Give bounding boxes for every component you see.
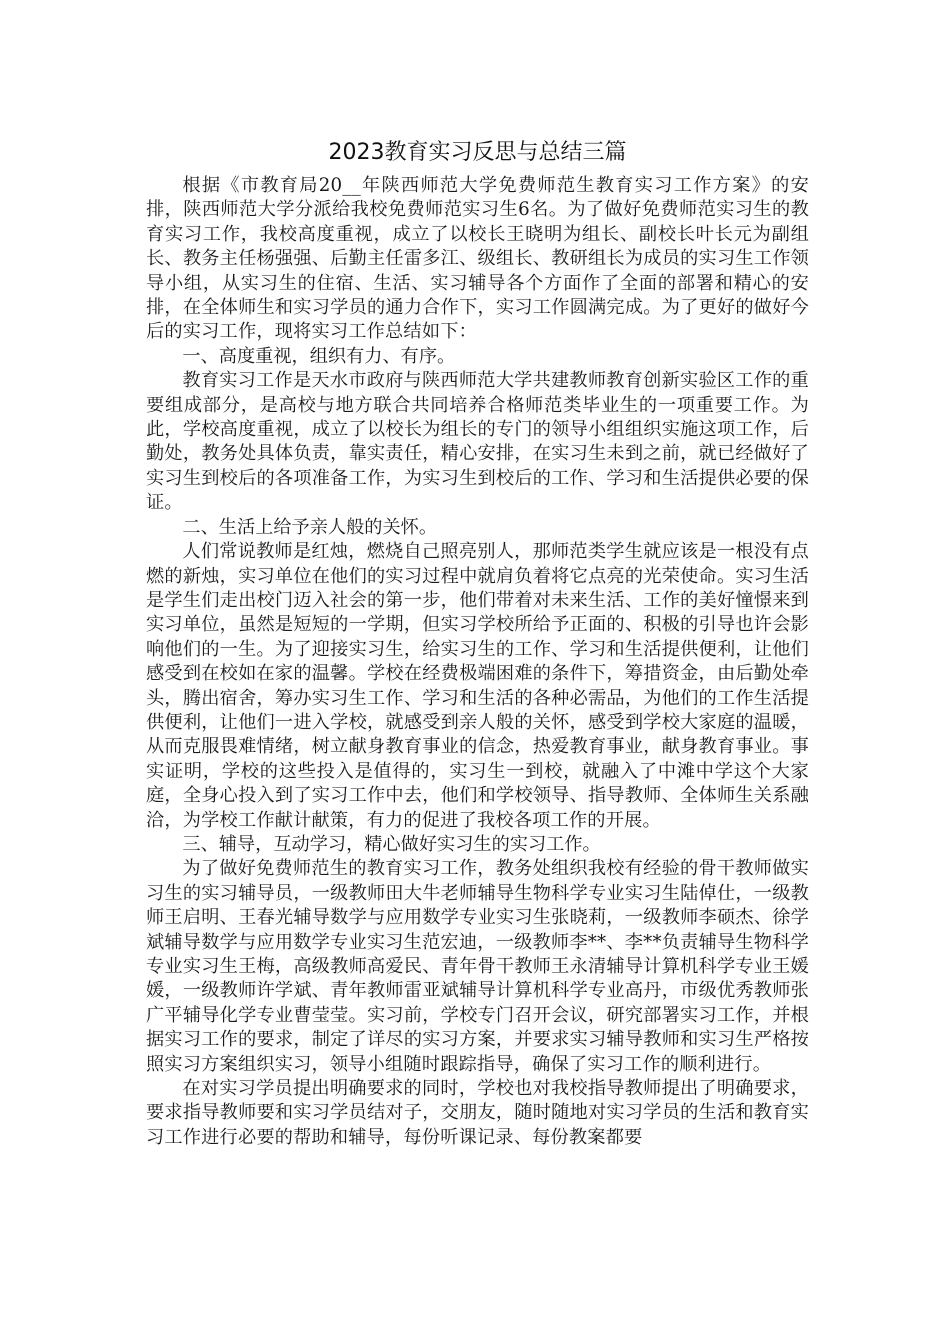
section-heading-2: 二、生活上给予亲人般的关怀。 bbox=[182, 516, 438, 538]
paragraph-intro: 根据《市教育局20__年陕西师范大学免费师范生教育实习工作方案》的安排，陕西师范大学分派给我校免费师范实习生6名。为了做好免费师范实习生的教育实习工作，我校高度重视，成立了以校长王晓明为组长、副校长叶长元为副组长、教务主任杨强强、后勤主任雷多江、级组长、教研组长为成员的实习生工作领导小组，从实习生的住宿、生活、实习辅导各个方面作了全面的部署和精心的安排，在全体师生和实习学员的通力合作下，实习工作圆满完成。为了更好的做好今后的实习工作，现将实习工作总结如下： bbox=[146, 175, 809, 343]
document-title: 2023教育实习反思与总结三篇 bbox=[328, 140, 627, 165]
paragraph-section-3-continued: 在对实习学员提出明确要求的同时，学校也对我校指导教师提出了明确要求，要求指导教师要和实习学员结对子，交朋友，随时随地对实习学员的生活和教育实习工作进行必要的帮助和辅导，每份听课记录、每份教案都要 bbox=[146, 1078, 809, 1148]
paragraph-section-3: 为了做好免费师范生的教育实习工作，教务处组织我校有经验的骨干教师做实习生的实习辅导员，一级教师田大牛老师辅导生物科学专业实习生陆倬仕，一级教师王启明、王春光辅导数学与应用数学专业实习生张晓莉，一级教师李硕杰、徐学斌辅导数学与应用数学专业实习生范宏迪，一级教师李**、李**负责辅导生物科学专业实习生王梅，高级教师高爱民、青年骨干教师王永清辅导计算机科学专业王媛媛，一级教师许学斌、青年教师雷亚斌辅导计算机科学专业高丹，市级优秀教师张广平辅导化学专业曹莹莹。实习前，学校专门召开会议，研究部署实习工作，并根据实习工作的要求，制定了详尽的实习方案，并要求实习辅导教师和实习生严格按照实习方案组织实习，领导小组随时跟踪指导，确保了实习工作的顺利进行。 bbox=[146, 858, 809, 1075]
paragraph-section-1: 教育实习工作是天水市政府与陕西师范大学共建教师教育创新实验区工作的重要组成部分，是高校与地方联合共同培养合格师范类毕业生的一项重要工作。为此，学校高度重视，成立了以校长为组长的专门的领导小组组织实施这项工作，后勤处，教务处具体负责，靠实责任，精心安排，在实习生未到之前，就已经做好了实习生到校后的各项准备工作，为实习生到校后的工作、学习和生活提供必要的保证。 bbox=[146, 370, 809, 514]
paragraph-section-2: 人们常说教师是红烛，燃烧自己照亮别人，那师范类学生就应该是一根没有点燃的新烛，实习单位在他们的实习过程中就肩负着将它点亮的光荣使命。实习生活是学生们走出校门迈入社会的第一步，他们带着对未来生活、工作的美好憧憬来到实习单位，虽然是短短的一学期，但实习学校所给予正面的、积极的引导也许会影响他们的一生。为了迎接实习生，给实习生的工作、学习和生活提供便利，让他们感受到在校如在家的温馨。学校在经费极端困难的条件下，筹措资金，由后勤处牵头，腾出宿舍，筹办实习生工作、学习和生活的各种必需品，为他们的工作生活提供便利，让他们一进入学校，就感受到亲人般的关怀，感受到学校大家庭的温暖，从而克服畏难情绪，树立献身教育事业的信念，热爱教育事业，献身教育事业。事实证明，学校的这些投入是值得的，实习生一到校，就融入了中滩中学这个大家庭，全身心投入到了实习工作中去，他们和学校领导、指导教师、全体师生关系融洽，为学校工作献计献策，有力的促进了我校各项工作的开展。 bbox=[146, 541, 809, 831]
section-heading-3: 三、辅导，互动学习，精心做好实习生的实习工作。 bbox=[182, 833, 601, 855]
section-heading-1: 一、高度重视，组织有力、有序。 bbox=[182, 345, 456, 367]
document-page bbox=[146, 136, 809, 1150]
